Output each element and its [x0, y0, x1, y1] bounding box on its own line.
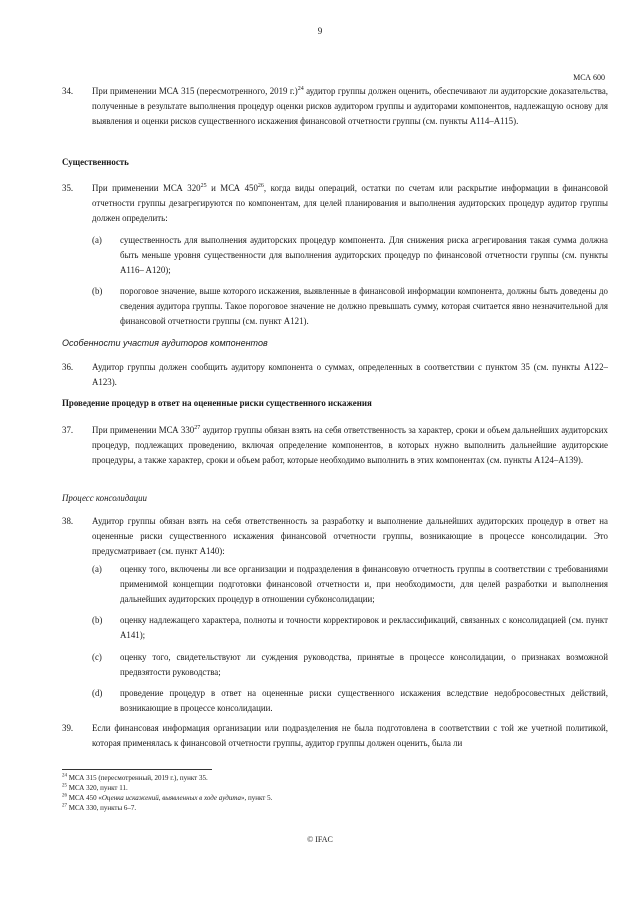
- paragraph-number: 35.: [62, 183, 74, 193]
- footnote-ref-24: 24: [297, 86, 304, 93]
- heading-consolidation: Процесс консолидации: [62, 493, 147, 503]
- paragraph-text: аудитор группы должен оценить, обеспечивают ли аудиторские доказательства, полученные в результате выполнения процедур оценки рисков аудитором группы и аудиторами компонентов, надлежащую основу для выявления и оценки рисков существенного искажения финансовой отчетности группы (см. пункты A114–A115).: [92, 86, 608, 127]
- paragraph-text: , когда виды операций, остатки по счетам или раскрытие информации в финансовой отчетности группы дезагрегируются по компонентам, для целей планирования и выполнения аудиторских процедур аудитор группы должен определить:: [92, 183, 609, 224]
- footnote-marker: 27: [62, 803, 67, 809]
- footnote-marker: 24: [62, 773, 67, 779]
- footnote-26: [62, 793, 272, 803]
- footnote-title: Оценка искажений, выявленных в ходе аудита: [101, 794, 241, 802]
- paragraph-text: При применении МСА 320: [92, 183, 201, 193]
- footnote-text: МСА 320, пункт 11.: [67, 784, 128, 792]
- item-text: пороговое значение, выше которого искажения, выявленные в финансовой информации компонента, должны быть доведены до сведения аудитора группы. Такое пороговое значение не должно превышать сумму, которая считается явно незначительной для финансовой отчетности группы (см. пункт A121).: [120, 286, 608, 327]
- item-text: проведение процедур в ответ на оцененные риски существенного искажения вследствие недобросовестных действий, возникающие в процессе консолидации.: [120, 688, 608, 714]
- paragraph-number: 39.: [62, 723, 74, 733]
- heading-materiality: Существенность: [62, 157, 129, 167]
- footnote-ref-26: 26: [257, 183, 264, 190]
- item-text: оценку того, включены ли все организации и подразделения в финансовую отчетность группы в соответствии с требованиями применимой концепции подготовки финансовой отчетности и, при необходимости, для целей разработки и выполнения дальнейших аудиторских процедур в отношении субконсолидации;: [120, 564, 608, 605]
- list-item-35a: [92, 233, 608, 279]
- footnote-text: МСА 330, пункты 6–7.: [67, 804, 137, 812]
- item-label: (a): [92, 235, 102, 245]
- paragraph-37: [62, 423, 608, 469]
- footnote-ref-25: 25: [200, 183, 207, 190]
- paragraph-text: и МСА 450: [206, 183, 258, 193]
- item-text: оценку того, свидетельствуют ли суждения руководства, принятые в процессе консолидации, о признаках возможной предвзятости руководства;: [120, 652, 608, 678]
- copyright-footer: © IFAC: [307, 835, 333, 844]
- footnote-text: МСА 315 (пересмотренный, 2019 г.), пункт 35.: [67, 774, 208, 782]
- paragraph-number: 37.: [62, 425, 74, 435]
- item-label: (c): [92, 652, 102, 662]
- list-item-38b: [92, 613, 608, 643]
- paragraph-number: 36.: [62, 362, 74, 372]
- paragraph-text: Если финансовая информация организации или подразделения не была подготовлена в соответствии с той же учетной политикой, которая применялась к финансовой отчетности группы, аудитор группы должен оценить, была ли: [92, 723, 608, 749]
- heading-response-procedures: Проведение процедур в ответ на оцененные риски существенного искажения: [62, 398, 372, 408]
- footnote-25: [62, 783, 128, 793]
- footnote-ref-27: 27: [194, 425, 201, 432]
- paragraph-39: [62, 721, 608, 751]
- item-text: оценку надлежащего характера, полноты и точности корректировок и реклассификаций, связанных с консолидацией (см. пункт A141);: [120, 615, 608, 641]
- list-item-35b: [92, 284, 608, 330]
- list-item-38a: [92, 562, 608, 608]
- paragraph-38: [62, 514, 608, 560]
- footnote-24: [62, 773, 208, 783]
- paragraph-36: [62, 360, 608, 390]
- document-code: МСА 600: [573, 73, 605, 82]
- list-item-38d: [92, 686, 608, 716]
- footnote-marker: 26: [62, 793, 67, 799]
- list-item-38c: [92, 650, 608, 680]
- paragraph-34: [62, 84, 608, 130]
- item-label: (d): [92, 688, 103, 698]
- footnote-text: МСА 450 «: [67, 794, 102, 802]
- item-label: (b): [92, 615, 103, 625]
- page-number: 9: [317, 26, 323, 36]
- paragraph-text: Аудитор группы обязан взять на себя ответственность за разработку и выполнение дальнейших аудиторских процедур в ответ на оцененные риски существенного искажения финансовой отчетности группы, возникающие в процессе консолидации. Это предусматривает (см. пункт A140):: [92, 516, 608, 557]
- footnote-marker: 25: [62, 783, 67, 789]
- paragraph-number: 38.: [62, 516, 74, 526]
- paragraph-text: При применении МСА 315 (пересмотренного, 2019 г.): [92, 86, 298, 96]
- footnote-divider: [62, 769, 212, 770]
- heading-component-auditors: Особенности участия аудиторов компонентов: [62, 338, 268, 348]
- footnote-27: [62, 803, 136, 813]
- paragraph-text: При применении МСА 330: [92, 425, 195, 435]
- item-label: (a): [92, 564, 102, 574]
- footnote-text: », пункт 5.: [240, 794, 273, 802]
- item-label: (b): [92, 286, 103, 296]
- item-text: существенность для выполнения аудиторских процедур компонента. Для снижения риска агрегирования такая сумма должна быть меньше уровня существенности для выполнения аудиторских процедур по финансовой отчетности группы (см. пункты A116– A120);: [120, 235, 608, 276]
- paragraph-text: аудитор группы обязан взять на себя ответственность за характер, сроки и объем дальнейших аудиторских процедур, подлежащих проведению, включая определение компонентов, в которых нужно выполнить дальнейшие аудиторские процедуры, а также характер, сроки и объем работ, которые необходимо выполнить в этих компонентах (см. пункты A124–A139).: [92, 425, 608, 466]
- paragraph-text: Аудитор группы должен сообщить аудитору компонента о суммах, определенных в соответствии с пунктом 35 (см. пункты A122–A123).: [92, 362, 608, 388]
- paragraph-number: 34.: [62, 86, 74, 96]
- paragraph-35: [62, 181, 608, 227]
